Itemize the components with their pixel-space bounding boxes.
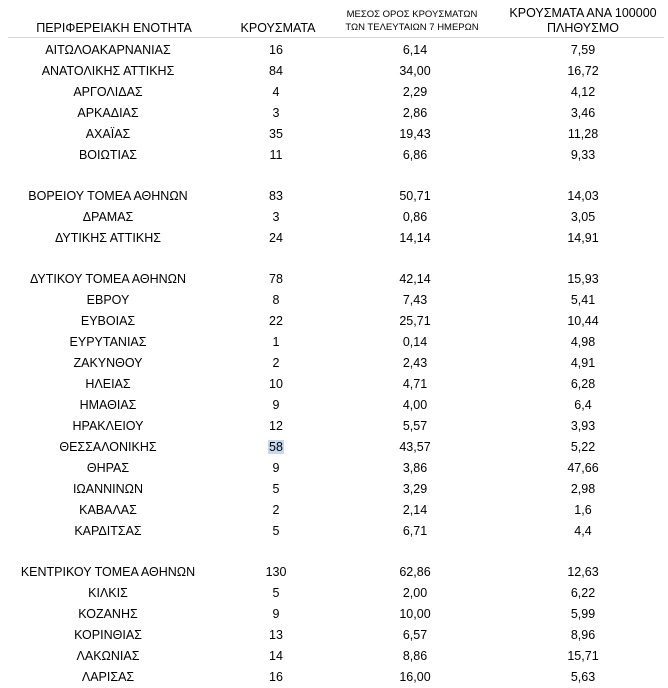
cases-per-100k-cell[interactable]: 14,03 <box>567 189 599 203</box>
seven-day-average-cell[interactable]: 2,29 <box>402 85 428 99</box>
seven-day-average-cell[interactable]: 14,14 <box>399 231 431 245</box>
cases-cell[interactable]: 5 <box>272 586 280 600</box>
region-cell[interactable]: ΑΡΓΟΛΙΔΑΣ <box>73 85 143 99</box>
cases-per-100k-cell[interactable]: 3,05 <box>570 210 596 224</box>
cases-per-100k-cell[interactable]: 5,41 <box>570 293 596 307</box>
region-cell[interactable]: ΚΙΛΚΙΣ <box>88 586 128 600</box>
seven-day-average-cell[interactable]: 6,14 <box>402 43 428 57</box>
table-row <box>0 332 668 353</box>
cases-per-100k-cell[interactable]: 12,63 <box>567 565 599 579</box>
region-cell[interactable]: ΕΥΒΟΙΑΣ <box>80 314 136 328</box>
cases-cell[interactable]: 13 <box>269 628 283 642</box>
cases-per-100k-cell[interactable]: 9,33 <box>570 148 596 162</box>
table-row <box>0 583 668 604</box>
region-cell[interactable]: ΕΒΡΟΥ <box>86 293 130 307</box>
region-cell[interactable]: ΖΑΚΥΝΘΟΥ <box>73 356 143 370</box>
cases-per-100k-cell[interactable]: 8,96 <box>570 628 596 642</box>
cases-per-100k-cell[interactable]: 4,12 <box>570 85 596 99</box>
region-cell[interactable]: ΑΧΑΪΑΣ <box>85 127 131 141</box>
cases-per-100k-cell[interactable]: 4,4 <box>574 524 592 538</box>
seven-day-average-cell[interactable]: 4,00 <box>402 398 428 412</box>
seven-day-average-cell[interactable]: 25,71 <box>399 314 431 328</box>
selected-cell-text: 58 <box>269 440 283 454</box>
cases-per-100k-cell[interactable]: 14,91 <box>567 231 599 245</box>
table-body <box>0 40 668 688</box>
seven-day-average-cell[interactable]: 7,43 <box>402 293 428 307</box>
seven-day-average-cell[interactable]: 3,86 <box>402 461 428 475</box>
table-row <box>0 311 668 332</box>
seven-day-average-cell[interactable]: 34,00 <box>399 64 431 78</box>
header-seven-day-average-line2: ΤΩΝ ΤΕΛΕΥΤΑΙΩΝ 7 ΗΜΕΡΩΝ <box>345 22 479 33</box>
region-cell[interactable]: ΛΑΡΙΣΑΣ <box>81 670 135 684</box>
cases-per-100k-cell[interactable]: 3,46 <box>570 106 596 120</box>
table-row <box>0 82 668 103</box>
region-cell[interactable]: ΚΑΒΑΛΑΣ <box>79 503 137 517</box>
cases-cell[interactable]: 16 <box>269 670 283 684</box>
cases-per-100k-cell[interactable]: 47,66 <box>567 461 599 475</box>
header-seven-day-average[interactable] <box>318 8 506 34</box>
region-cell[interactable]: ΘΕΣΣΑΛΟΝΙΚΗΣ <box>59 440 157 454</box>
seven-day-average-cell[interactable]: 10,00 <box>399 607 431 621</box>
cases-cell[interactable]: 130 <box>265 565 287 579</box>
seven-day-average-cell[interactable]: 6,71 <box>402 524 428 538</box>
seven-day-average-cell[interactable]: 19,43 <box>399 127 431 141</box>
seven-day-average-cell[interactable]: 4,71 <box>402 377 428 391</box>
region-cell[interactable]: ΔΥΤΙΚΟΥ ΤΟΜΕΑ ΑΘΗΝΩΝ <box>29 272 187 286</box>
region-cell[interactable]: ΑΡΚΑΔΙΑΣ <box>77 106 139 120</box>
region-cell[interactable]: ΛΑΚΩΝΙΑΣ <box>76 649 140 663</box>
region-cell[interactable]: ΔΡΑΜΑΣ <box>82 210 134 224</box>
table-row <box>0 458 668 479</box>
region-cell[interactable]: ΚΟΖΑΝΗΣ <box>78 607 138 621</box>
header-cases-per-100k-line2: ΠΛΗΘΥΣΜΟ <box>547 21 619 35</box>
region-cell[interactable]: ΗΡΑΚΛΕΙΟΥ <box>72 419 144 433</box>
cases-per-100k-cell[interactable]: 16,72 <box>567 64 599 78</box>
cases-cell[interactable]: 14 <box>269 649 283 663</box>
cases-cell[interactable] <box>226 437 326 458</box>
region-cell[interactable]: ΘΗΡΑΣ <box>86 461 130 475</box>
cases-per-100k-cell[interactable]: 6,4 <box>574 398 592 412</box>
cases-per-100k-cell[interactable]: 15,93 <box>567 272 599 286</box>
table-row <box>0 353 668 374</box>
cases-cell[interactable]: 9 <box>272 461 280 475</box>
seven-day-average-cell[interactable]: 3,29 <box>402 482 428 496</box>
cases-cell[interactable]: 9 <box>272 607 280 621</box>
cases-cell[interactable]: 35 <box>269 127 283 141</box>
region-cell[interactable]: ΒΟΡΕΙΟΥ ΤΟΜΕΑ ΑΘΗΝΩΝ <box>28 189 188 203</box>
cases-per-100k-cell[interactable]: 6,22 <box>570 586 596 600</box>
seven-day-average-cell[interactable]: 0,86 <box>402 210 428 224</box>
table-row <box>0 667 668 688</box>
header-cases-per-100k[interactable] <box>500 6 666 36</box>
table-row <box>0 228 668 249</box>
cases-per-100k-cell[interactable]: 15,71 <box>567 649 599 663</box>
table-row <box>0 103 668 124</box>
seven-day-average-cell[interactable]: 50,71 <box>399 189 431 203</box>
cases-cell[interactable]: 78 <box>269 272 283 286</box>
cases-per-100k-cell[interactable]: 3,93 <box>570 419 596 433</box>
seven-day-average-cell[interactable]: 6,86 <box>402 148 428 162</box>
cases-per-100k-cell[interactable]: 5,99 <box>570 607 596 621</box>
table-row <box>0 562 668 583</box>
table-row <box>0 646 668 667</box>
cases-cell[interactable]: 12 <box>269 419 283 433</box>
seven-day-average-cell[interactable]: 2,43 <box>402 356 428 370</box>
cases-per-100k-cell[interactable]: 7,59 <box>570 43 596 57</box>
cases-per-100k-cell[interactable]: 6,28 <box>570 377 596 391</box>
table-row <box>0 437 668 458</box>
cases-cell[interactable]: 2 <box>272 503 280 517</box>
region-cell[interactable]: ΗΛΕΙΑΣ <box>85 377 131 391</box>
cases-cell[interactable]: 10 <box>269 377 283 391</box>
header-seven-day-average-line1: ΜΕΣΟΣ ΟΡΟΣ ΚΡΟΥΣΜΑΤΩΝ <box>346 9 478 20</box>
cases-cell[interactable]: 5 <box>272 482 280 496</box>
seven-day-average-cell[interactable]: 6,57 <box>402 628 428 642</box>
table-row <box>0 145 668 166</box>
table-row <box>0 269 668 290</box>
region-cell[interactable]: ΕΥΡΥΤΑΝΙΑΣ <box>69 335 147 349</box>
cases-cell[interactable]: 5 <box>272 524 280 538</box>
table-row <box>0 124 668 145</box>
cases-per-100k-cell[interactable]: 1,6 <box>574 503 592 517</box>
table-row <box>0 521 668 542</box>
seven-day-average-cell[interactable]: 8,86 <box>402 649 428 663</box>
table-row <box>0 625 668 646</box>
header-cases-per-100k-line1: ΚΡΟΥΣΜΑΤΑ ΑΝΑ 100000 <box>509 6 657 20</box>
table-row <box>0 61 668 82</box>
cases-cell[interactable]: 9 <box>272 398 280 412</box>
cases-cell[interactable]: 84 <box>269 64 283 78</box>
cases-cell[interactable]: 2 <box>272 356 280 370</box>
table-row <box>0 186 668 207</box>
cases-cell[interactable]: 83 <box>269 189 283 203</box>
seven-day-average-cell[interactable]: 62,86 <box>399 565 431 579</box>
seven-day-average-cell[interactable]: 2,14 <box>402 503 428 517</box>
region-cell[interactable]: ΚΟΡΙΝΘΙΑΣ <box>74 628 142 642</box>
table-row <box>0 395 668 416</box>
region-cell[interactable]: ΒΟΙΩΤΙΑΣ <box>78 148 138 162</box>
cases-cell[interactable]: 16 <box>269 43 283 57</box>
seven-day-average-cell[interactable]: 5,57 <box>402 419 428 433</box>
cases-cell[interactable]: 1 <box>272 335 280 349</box>
table-row <box>0 290 668 311</box>
cases-cell[interactable]: 4 <box>272 85 280 99</box>
table-header <box>0 0 668 42</box>
seven-day-average-cell[interactable]: 16,00 <box>399 670 431 684</box>
table-row <box>0 416 668 437</box>
header-cases[interactable]: ΚΡΟΥΣΜΑΤΑ <box>240 21 316 35</box>
cases-per-100k-cell[interactable]: 11,28 <box>567 127 599 141</box>
table-row <box>0 604 668 625</box>
seven-day-average-cell[interactable]: 2,00 <box>402 586 428 600</box>
region-cell[interactable]: ΗΜΑΘΙΑΣ <box>79 398 137 412</box>
table-row <box>0 40 668 61</box>
table-row <box>0 374 668 395</box>
seven-day-average-cell[interactable]: 2,86 <box>402 106 428 120</box>
header-region[interactable]: ΠΕΡΙΦΕΡΕΙΑΚΗ ΕΝΟΤΗΤΑ <box>36 21 192 35</box>
cases-per-100k-cell[interactable]: 4,91 <box>570 356 596 370</box>
region-cell[interactable]: ΙΩΑΝΝΙΝΩΝ <box>72 482 144 496</box>
cases-per-100k-cell[interactable]: 5,22 <box>570 440 596 454</box>
table-row <box>0 207 668 228</box>
table-row <box>0 500 668 521</box>
cases-cell[interactable]: 24 <box>269 231 283 245</box>
region-cell[interactable]: ΔΥΤΙΚΗΣ ΑΤΤΙΚΗΣ <box>55 231 161 245</box>
region-cell[interactable]: ΚΑΡΔΙΤΣΑΣ <box>74 524 142 538</box>
cases-per-100k-cell[interactable]: 2,98 <box>570 482 596 496</box>
seven-day-average-cell[interactable]: 42,14 <box>399 272 431 286</box>
cases-per-100k-cell[interactable]: 5,63 <box>570 670 596 684</box>
table-row <box>0 479 668 500</box>
cases-cell[interactable]: 3 <box>272 106 280 120</box>
header-divider <box>8 37 664 38</box>
cases-per-100k-cell[interactable]: 10,44 <box>567 314 599 328</box>
cases-cell[interactable]: 11 <box>269 148 283 162</box>
cases-per-100k-cell[interactable]: 4,98 <box>570 335 596 349</box>
cases-cell[interactable]: 8 <box>272 293 280 307</box>
region-cell[interactable]: ΚΕΝΤΡΙΚΟΥ ΤΟΜΕΑ ΑΘΗΝΩΝ <box>20 565 196 579</box>
cases-cell[interactable]: 22 <box>269 314 283 328</box>
seven-day-average-cell[interactable]: 0,14 <box>402 335 428 349</box>
region-cell[interactable]: ΑΝΑΤΟΛΙΚΗΣ ΑΤΤΙΚΗΣ <box>41 64 175 78</box>
seven-day-average-cell[interactable]: 43,57 <box>399 440 431 454</box>
region-cell[interactable]: ΑΙΤΩΛΟΑΚΑΡΝΑΝΙΑΣ <box>45 43 171 57</box>
cases-cell[interactable]: 3 <box>272 210 280 224</box>
